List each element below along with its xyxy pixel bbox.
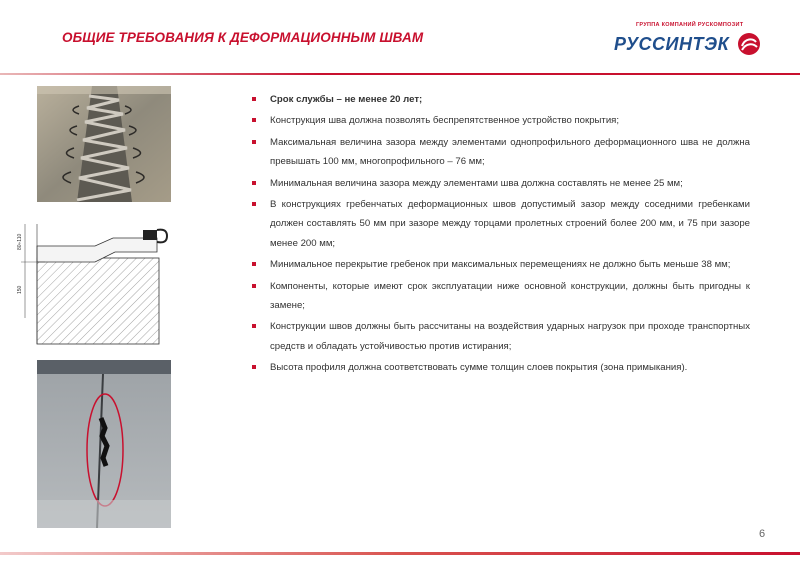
dimension-label-bottom: 150	[17, 285, 23, 294]
page-number: 6	[759, 528, 766, 540]
list-item: Компоненты, которые имеют срок эксплуатации ниже основной конструкции, должны быть пригодны к замене;	[252, 277, 750, 316]
brand-logo-block	[614, 22, 764, 66]
brand-name: РУССИНТЭК	[614, 34, 730, 54]
header-divider	[0, 73, 800, 75]
requirements-list	[252, 90, 750, 380]
list-item: Конструкции швов должны быть рассчитаны на воздействия ударных нагрузок при проходе транспортных средств и обладать устойчивостью против истирания;	[252, 317, 750, 356]
list-item: В конструкциях гребенчатых деформационных швов допустимый зазор между соседними гребенками должен составлять 50 мм при зазоре между торцами пролетных строений более 200 мм, и 75 при зазоре менее 200 мм;	[252, 195, 750, 253]
list-item: Максимальная величина зазора между элементами однопрофильного деформационного шва не должна превышать 100 мм, многопрофильного – 76 мм;	[252, 133, 750, 172]
brand-tagline: ГРУППА КОМПАНИЙ РУСКОМПОЗИТ	[636, 22, 744, 28]
expansion-joint-photo	[37, 86, 171, 202]
list-item: Минимальная величина зазора между элементами шва должна составлять не менее 25 мм;	[252, 174, 750, 193]
brand-swirl-icon	[737, 32, 761, 56]
joint-cross-section-drawing	[15, 218, 185, 348]
footer-divider	[0, 552, 800, 555]
list-item: Высота профиля должна соответствовать сумме толщин слоев покрытия (зона примыкания).	[252, 358, 750, 377]
list-item: Срок службы – не менее 20 лет;	[252, 90, 750, 109]
page-title: ОБЩИЕ ТРЕБОВАНИЯ К ДЕФОРМАЦИОННЫМ ШВАМ	[62, 30, 424, 45]
road-joint-photo	[37, 360, 171, 528]
dimension-label-top: 80÷110	[17, 233, 23, 250]
list-item: Минимальное перекрытие гребенок при максимальных перемещениях не должно быть меньше 38 мм;	[252, 255, 750, 274]
list-item: Конструкция шва должна позволять беспрепятственное устройство покрытия;	[252, 111, 750, 130]
